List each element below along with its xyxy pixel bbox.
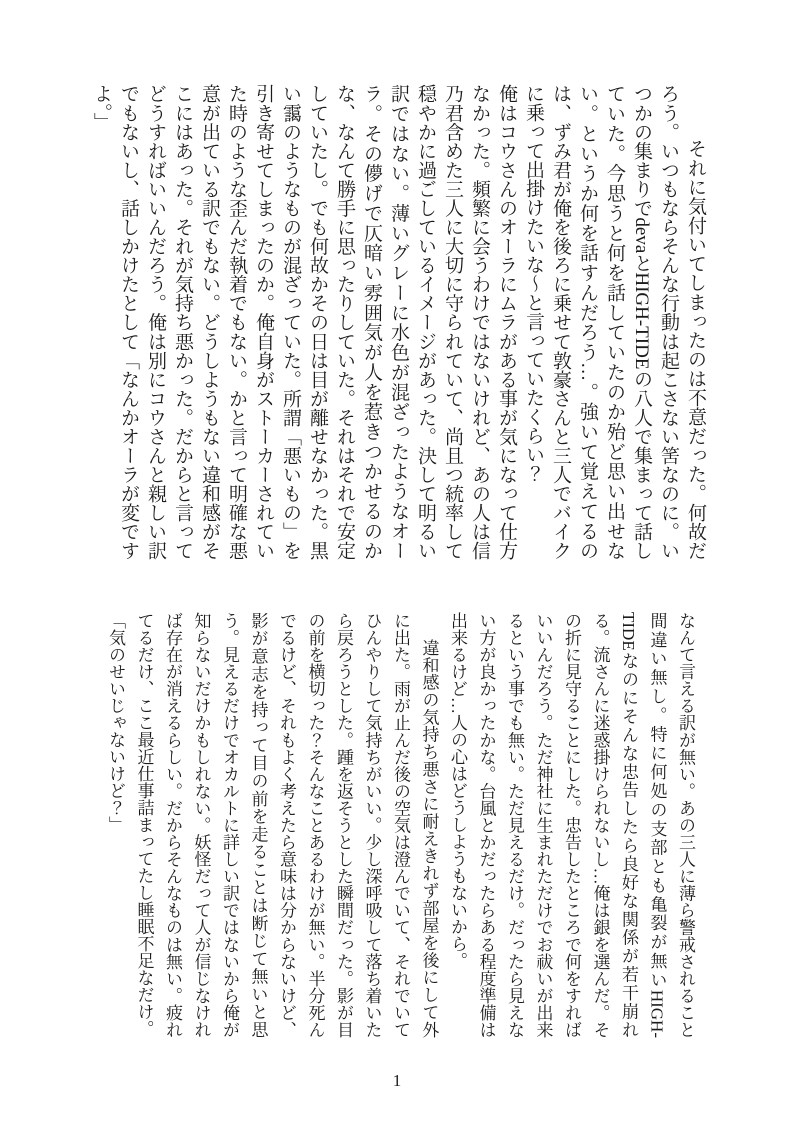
paragraph: 「気のせいじゃないけど？」 xyxy=(106,612,125,833)
paragraph: それに気付いてしまったのは不意だった。何故だろう。いつもならそんな行動は起こさない筈なのに。いつかの集まりでdevaとHIGH-TIDEの八人で集まって話していた。今思うと何を話していたのか殆ど思い出せない。というか何を話すんだろう…。強いて覚えてるのは、ずみ君が俺を後ろに乗せて敦豪さんと三人でバイクに乗って出掛けたいな〜と言っていたくらい？ xyxy=(523,84,706,561)
text-row-bottom xyxy=(101,612,700,1038)
text-row-top xyxy=(88,84,709,560)
paragraph: 俺はコウさんのオーラにムラがある事が気になって仕方なかった。頻繁に会うわけではないけれど、あの人は信乃君含めた三人に大切に守られていて、尚且つ統率して穏やかに過ごしているイメージがあった。決して明るい訳ではない。薄いグレーに水色が混ざったようなオーラ。その儚げで仄暗い雰囲気が人を惹きつかせるのかな、なんて勝手に思ったりしていた。それはそれで安定していたし。でも何故かその日は目が離せなかった。黒い靄のようなものが混ざっていた。所謂「悪いもの」を引き寄せてしまったのか。俺自身がストーカーされていた時のような歪んだ執着でもない。かと言って明確な悪意が出ている訳でもない。どうしようもない違和感がそこにはあった。それが気持ち悪かった。だからと言ってどうすればいいんだろう。俺は別にコウさんと親しい訳でもないし、話しかけたとして「なんかオーラが変ですよ。」 xyxy=(91,84,517,561)
page-number: 1 xyxy=(392,1071,402,1090)
paragraph: なんて言える訳が無い。あの三人に薄ら警戒されること間違い無し。特に何処の支部とも亀裂が無いHIGH-TIDEなのにそんな忠告したら良好な関係が若干崩れる。流さんに迷惑掛けられないし…俺は銀を選んだ。その折に見守ることにした。忠告したところで何をすればいいんだろう。ただ神社に生まれただけでお祓いが出来るという事でも無い。ただ見えるだけ。だったら見えない方が良かったかな。台風とかだったらある程度準備は出来るけど…人の心はどうしようもないから。 xyxy=(448,612,695,1038)
paragraph: 違和感の気持ち悪さに耐えきれず部屋を後にして外に出た。雨が止んだ後の空気は澄んでいて、それでいてひんやりして気持ちがいい。少し深呼吸して落ち着いたら戻ろうとした。踵を返そうとした瞬間だった。影が目の前を横切った？そんなことあるわけが無い。半分死んでるけど、それもよく考えたら意味は分からないけど、影が意志を持って目の前を走ることは断じて無いと思う。見えるだけでオカルトに詳しい訳ではないから俺が知らないだけかもしれない。妖怪だって人が信じなければ存在が消えるらしい。だからそんなものは無い。疲れてるだけ、ここ最近仕事詰まってたし睡眠不足なだけ。 xyxy=(134,612,439,1038)
